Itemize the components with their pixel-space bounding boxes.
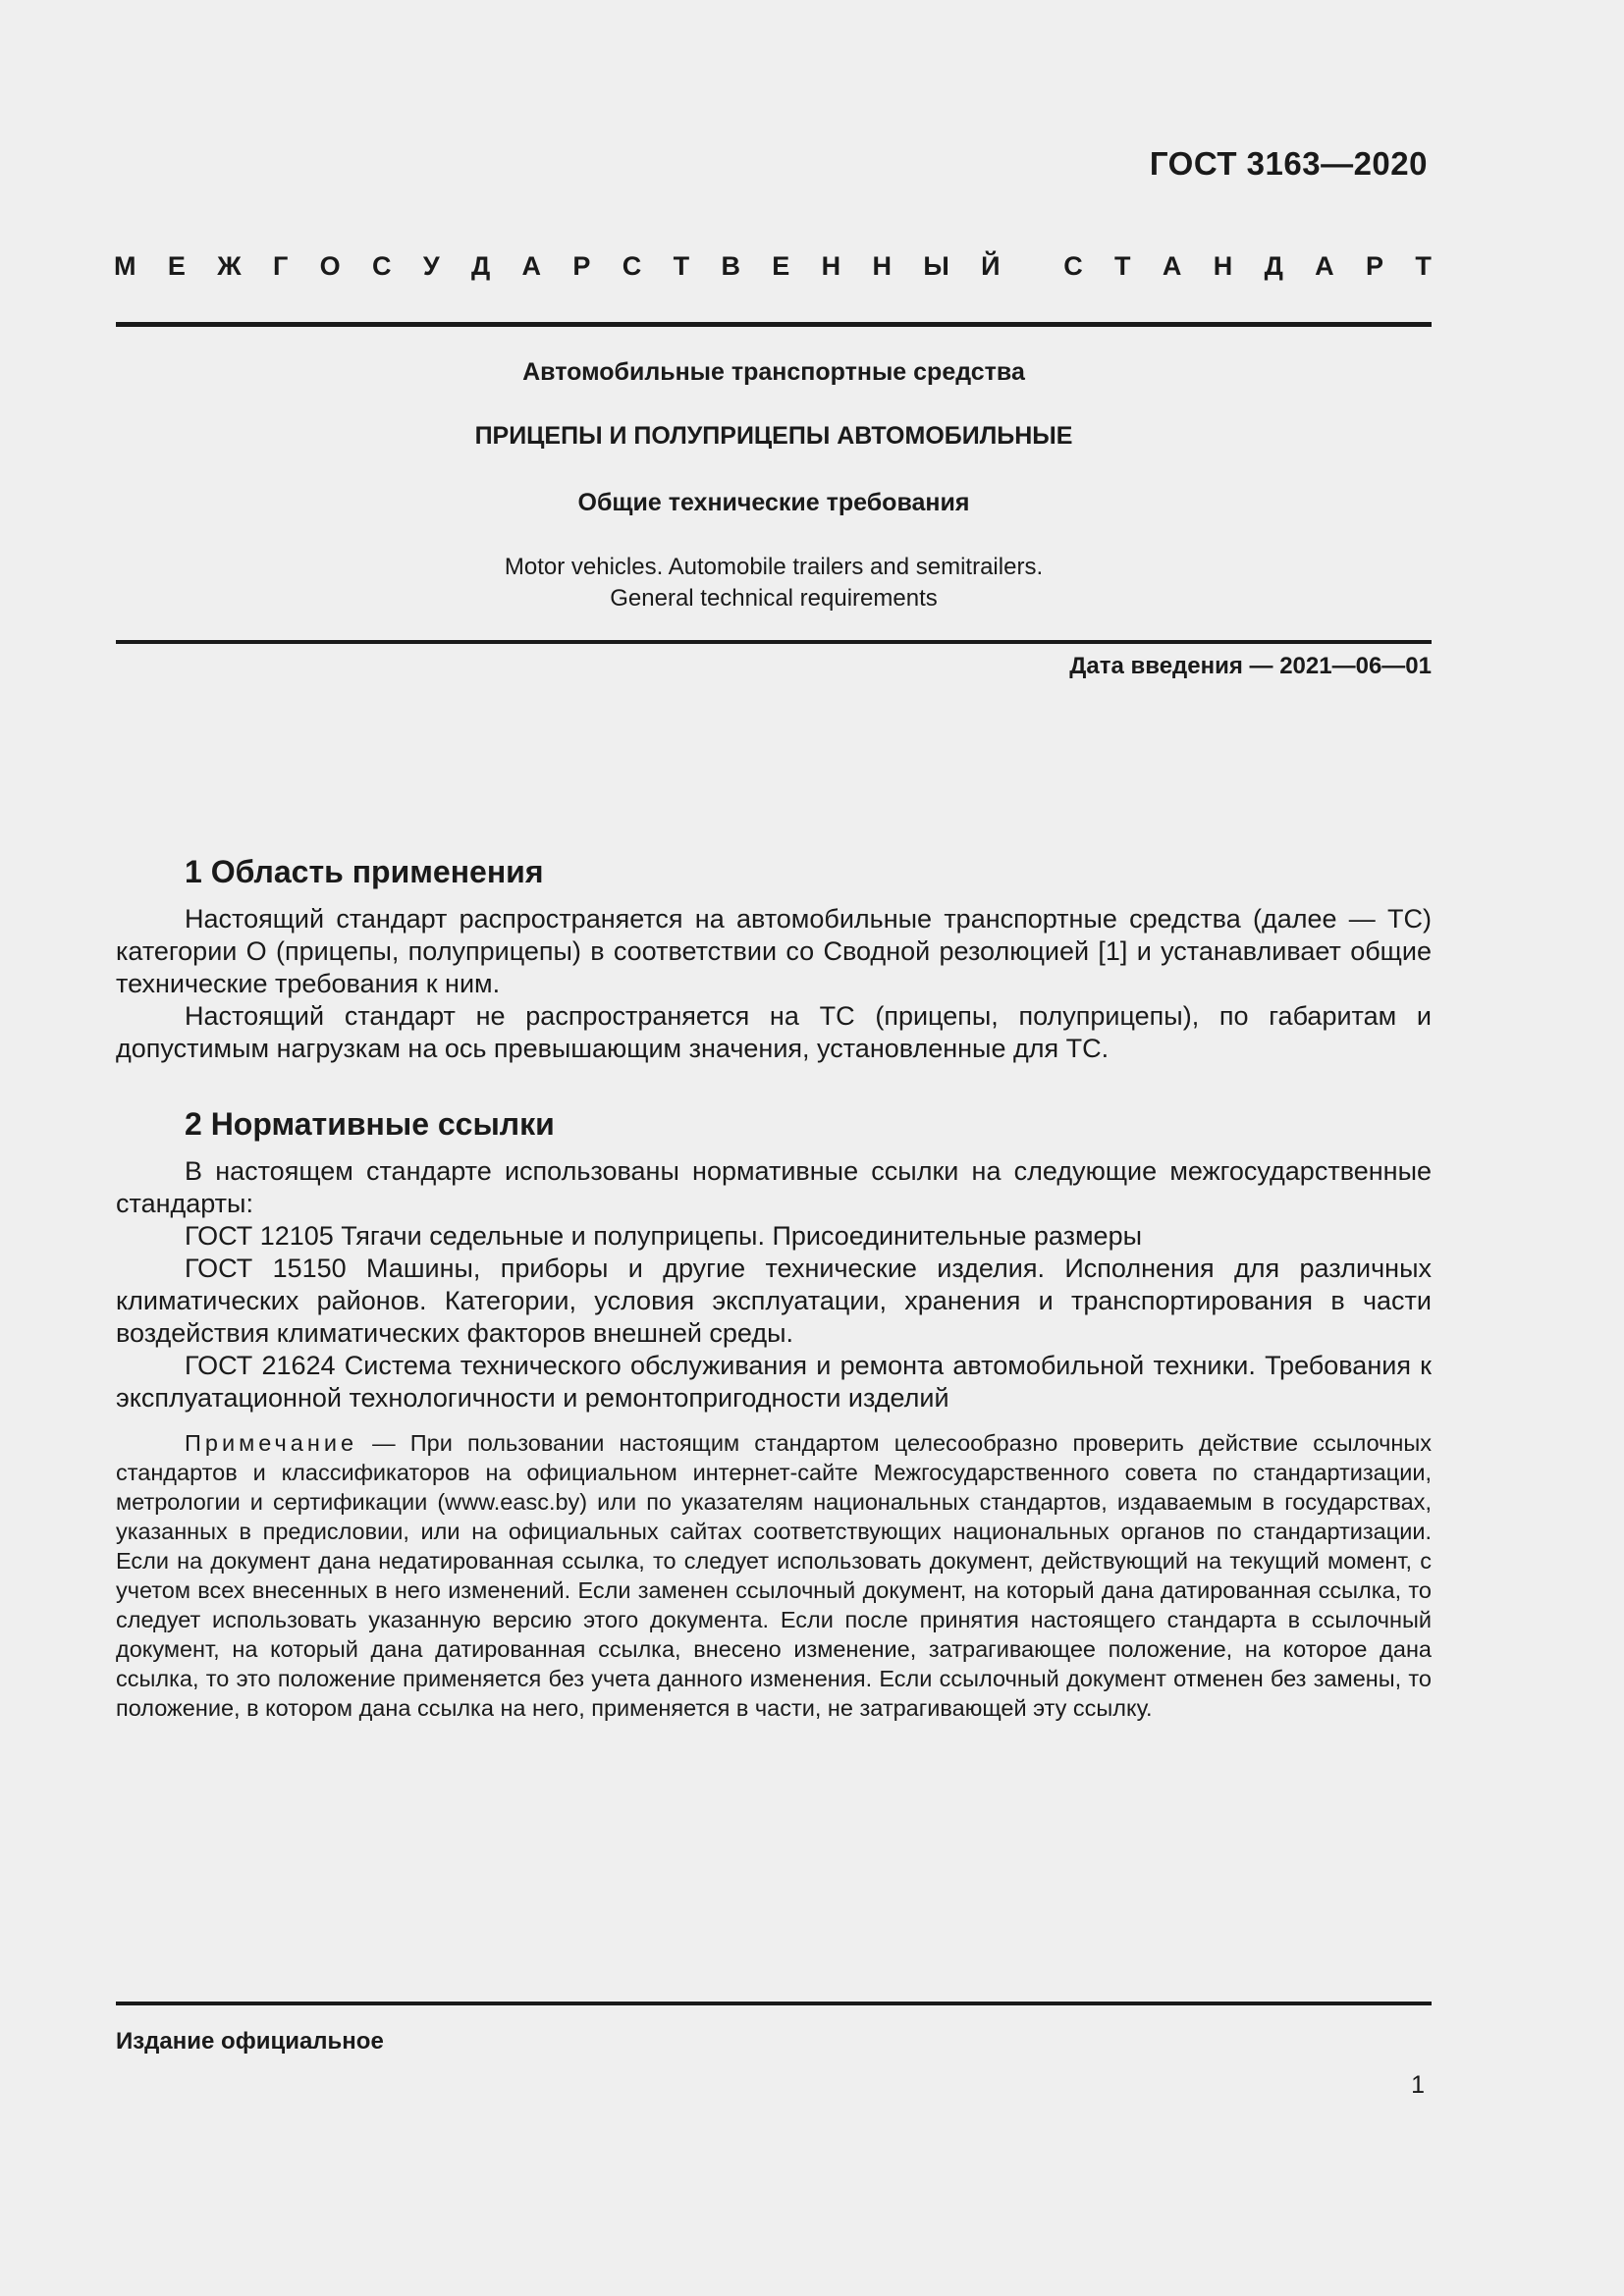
section-1-heading: 1 Область применения: [185, 854, 544, 889]
title-line-1: Автомобильные транспортные средства: [522, 358, 1025, 386]
heading-letter: Н: [872, 251, 892, 281]
heading-letter: Н: [1213, 251, 1233, 281]
section-1-paragraph: Настоящий стандарт не распространяется на ТС (прицепы, полуприцепы), по габаритам и допустимым нагрузкам на ось превышающим значения, установленные для ТС.: [116, 1001, 1432, 1063]
heading-letter: А: [521, 251, 542, 281]
title-line-3: Общие технические требования: [577, 489, 970, 516]
section-1-paragraph: Настоящий стандарт распространяется на автомобильные транспортные средства (далее — ТС) категории О (прицепы, полуприцепы) в соответствии со Сводной резолюцией [1] и устанавливает общие технические требования к ним.: [116, 904, 1432, 998]
heading-letter: Т: [1114, 251, 1131, 281]
page-number: 1: [1411, 2071, 1425, 2099]
heading-letter: О: [319, 251, 341, 281]
bottom-rule: [116, 2002, 1432, 2005]
english-title-line-2: General technical requirements: [610, 585, 938, 612]
note-paragraph: [116, 1428, 1432, 1723]
heading-letter: Т: [1415, 251, 1432, 281]
english-title: [116, 552, 1432, 614]
interstate-standard-heading: [114, 251, 1432, 282]
standard-number: ГОСТ 3163—2020: [1149, 145, 1428, 182]
heading-letter: Е: [167, 251, 186, 281]
heading-letter: В: [721, 251, 740, 281]
reference-item: ГОСТ 21624 Система технического обслуживания и ремонта автомобильной техники. Требования к эксплуатационной технологичности и ремонтопригодности изделий: [116, 1351, 1432, 1413]
section-2-heading: 2 Нормативные ссылки: [185, 1106, 555, 1142]
heading-letter: С: [622, 251, 642, 281]
note-text: — При пользовании настоящим стандартом целесообразно проверить действие ссылочных стандартов и классификаторов на официальном интернет-сайте Межгосударственного совета по стандартизации, метрологии и сертификации (www.easc.by) или по указателям национальных стандартов, издаваемым в государствах, указанных в предисловии, или на официальных сайтах соответствующих национальных органов по стандартизации. Если на документ дана недатированная ссылка, то следует использовать документ, действующий на текущий момент, с учетом всех внесенных в него изменений. Если заменен ссылочный документ, на который дана датированная ссылка, то следует использовать указанную версию этого документа. Если после принятия настоящего стандарта в ссылочный документ, на который дана датированная ссылка, внесено изменение, затрагивающее положение, на которое дана ссылка, то это положение применяется без учета данного изменения. Если ссылочный документ отменен без замены, то положение, в котором дана ссылка на него, применяется в части, не затрагивающей эту ссылку.: [116, 1430, 1432, 1721]
heading-letter: Р: [572, 251, 591, 281]
main-content: [116, 852, 1432, 1723]
reference-item: ГОСТ 12105 Тягачи седельные и полуприцепы. Присоединительные размеры: [185, 1221, 1142, 1251]
heading-letter: Й: [981, 251, 1001, 281]
heading-letter: С: [1063, 251, 1083, 281]
heading-letter: Т: [673, 251, 690, 281]
english-title-line-1: Motor vehicles. Automobile trailers and semitrailers.: [504, 554, 1044, 580]
heading-letter: Д: [1264, 251, 1283, 281]
heading-letter: Г: [272, 251, 289, 281]
heading-letter: Д: [470, 251, 491, 281]
middle-rule: [116, 640, 1432, 644]
heading-letter: Ы: [923, 251, 949, 281]
heading-letter: С: [371, 251, 392, 281]
note-label: Примечание: [185, 1430, 358, 1456]
title-line-2: ПРИЦЕПЫ И ПОЛУПРИЦЕПЫ АВТОМОБИЛЬНЫЕ: [474, 422, 1073, 450]
heading-letter: М: [114, 251, 136, 281]
introduction-date: Дата введения — 2021—06—01: [1069, 653, 1432, 679]
heading-letter: Е: [772, 251, 790, 281]
reference-item: ГОСТ 15150 Машины, приборы и другие технические изделия. Исполнения для различных климатических районов. Категории, условия эксплуатации, хранения и транспортирования в части воздействия климатических факторов внешней среды.: [116, 1254, 1432, 1348]
official-edition-label: Издание официальное: [116, 2028, 384, 2055]
heading-letter: Ж: [217, 251, 242, 281]
heading-letter: У: [422, 251, 440, 281]
heading-letter: А: [1315, 251, 1334, 281]
top-rule: [116, 322, 1432, 327]
heading-letter: Р: [1366, 251, 1384, 281]
heading-letter: А: [1162, 251, 1182, 281]
section-2-intro: В настоящем стандарте использованы нормативные ссылки на следующие межгосударственные стандарты:: [116, 1156, 1432, 1218]
heading-letter: Н: [821, 251, 841, 281]
